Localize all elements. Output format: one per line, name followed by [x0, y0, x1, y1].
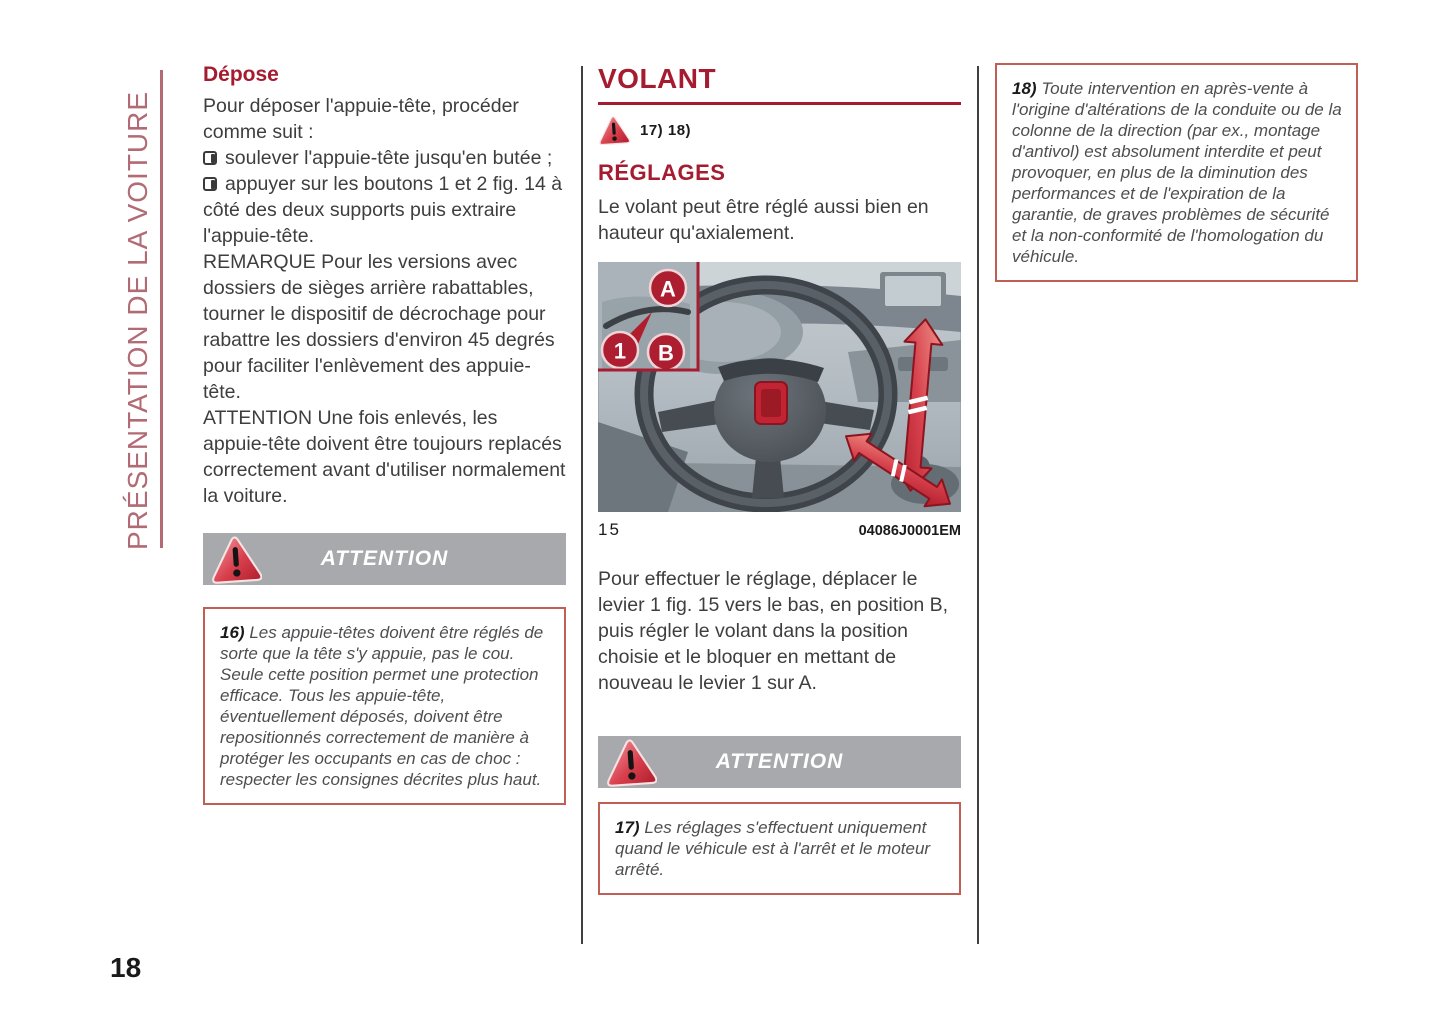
paragraph: Le volant peut être réglé aussi bien en hauteur qu'axialement.	[598, 196, 929, 244]
note-text: Toute intervention en après-vente à l'origine d'altérations de la conduite ou de la colonne de la direction (par ex., montage d'antivol) est absolument interdite et peut provoquer, en plus de la diminution des performances et de l'expiration de la garantie, de graves problèmes de sécurité et la non-conformité de l'homologation du véhicule.	[1012, 79, 1342, 266]
attention-banner	[203, 533, 566, 585]
label-A: A	[660, 276, 676, 302]
page-number: 18	[110, 952, 142, 983]
attention-banner-label: ATTENTION	[320, 547, 449, 570]
paragraph: Pour effectuer le réglage, déplacer le levier 1 fig. 15 vers le bas, en position B, puis régler le volant dans la position choisie et le bloquer en mettant de nouveau le levier 1 sur A.	[598, 568, 949, 694]
warning-refs-row	[598, 114, 961, 146]
column-1	[203, 63, 566, 805]
bullet-item	[203, 171, 566, 249]
attention-banner	[598, 736, 961, 788]
note-number: 17)	[615, 818, 640, 837]
paragraph-remark: REMARQUE Pour les versions avec dossiers de sièges arrière rabattables, tourner le dispositif de décrochage pour rabattre les dossiers d'environ 45 degrés pour faciliter l'enlèvement des appuie-tête.	[203, 251, 555, 403]
section-title-volant: VOLANT	[598, 63, 961, 105]
paragraph: Pour déposer l'appuie-tête, procéder comme suit :	[203, 95, 519, 143]
note-number: 16)	[220, 623, 245, 642]
figure-steering-wheel	[598, 262, 961, 540]
note-text: Les réglages s'effectuent uniquement quand le véhicule est à l'arrêt et le moteur arrêté.	[615, 818, 931, 879]
square-bullet-icon	[203, 177, 217, 191]
label-B: B	[658, 340, 674, 366]
warning-note-refs: 17) 18)	[640, 121, 692, 139]
lever-inset	[598, 262, 698, 370]
bullet-text: appuyer sur les boutons 1 et 2 fig. 14 à côté des deux supports puis extraire l'appuie-tête.	[203, 173, 563, 247]
bullet-text: soulever l'appuie-tête jusqu'en butée ;	[225, 147, 553, 169]
square-bullet-icon	[203, 151, 217, 165]
bullet-item	[203, 145, 566, 171]
note-box-17	[598, 802, 961, 895]
figure-caption	[598, 520, 961, 540]
warning-triangle-icon	[598, 115, 630, 145]
chapter-sidebar-label: PRÉSENTATION DE LA VOITURE	[122, 90, 153, 550]
section-heading-reglages: RÉGLAGES	[598, 160, 726, 185]
figure-number: 15	[598, 520, 621, 539]
column-separator	[977, 66, 979, 944]
figure-code: 04086J0001EM	[858, 523, 961, 539]
chapter-sidebar-rule	[160, 70, 163, 548]
warning-triangle-icon	[605, 737, 657, 787]
note-box-18	[995, 63, 1358, 282]
warning-triangle-icon	[210, 534, 262, 584]
note-box-16	[203, 607, 566, 805]
note-number: 18)	[1012, 79, 1037, 98]
steering-wheel-illustration	[598, 262, 961, 512]
paragraph-attention: ATTENTION Une fois enlevés, les appuie-tête doivent être toujours replacés correctement avant d'utiliser normalement la voiture.	[203, 407, 566, 507]
attention-banner-label: ATTENTION	[715, 750, 844, 773]
column-2	[598, 63, 961, 895]
label-1: 1	[613, 338, 627, 364]
column-separator	[581, 66, 583, 944]
note-text: Les appuie-têtes doivent être réglés de sorte que la tête s'y appuie, pas le cou. Seule cette position permet une protection efficace. Tous les appuie-tête, éventuellement déposés, doivent être repositionnés correctement de manière à protéger les occupants en cas de choc : respecter les consignes décrites plus haut.	[220, 623, 544, 789]
section-heading-depose: Dépose	[203, 63, 279, 86]
column-3	[995, 63, 1358, 282]
